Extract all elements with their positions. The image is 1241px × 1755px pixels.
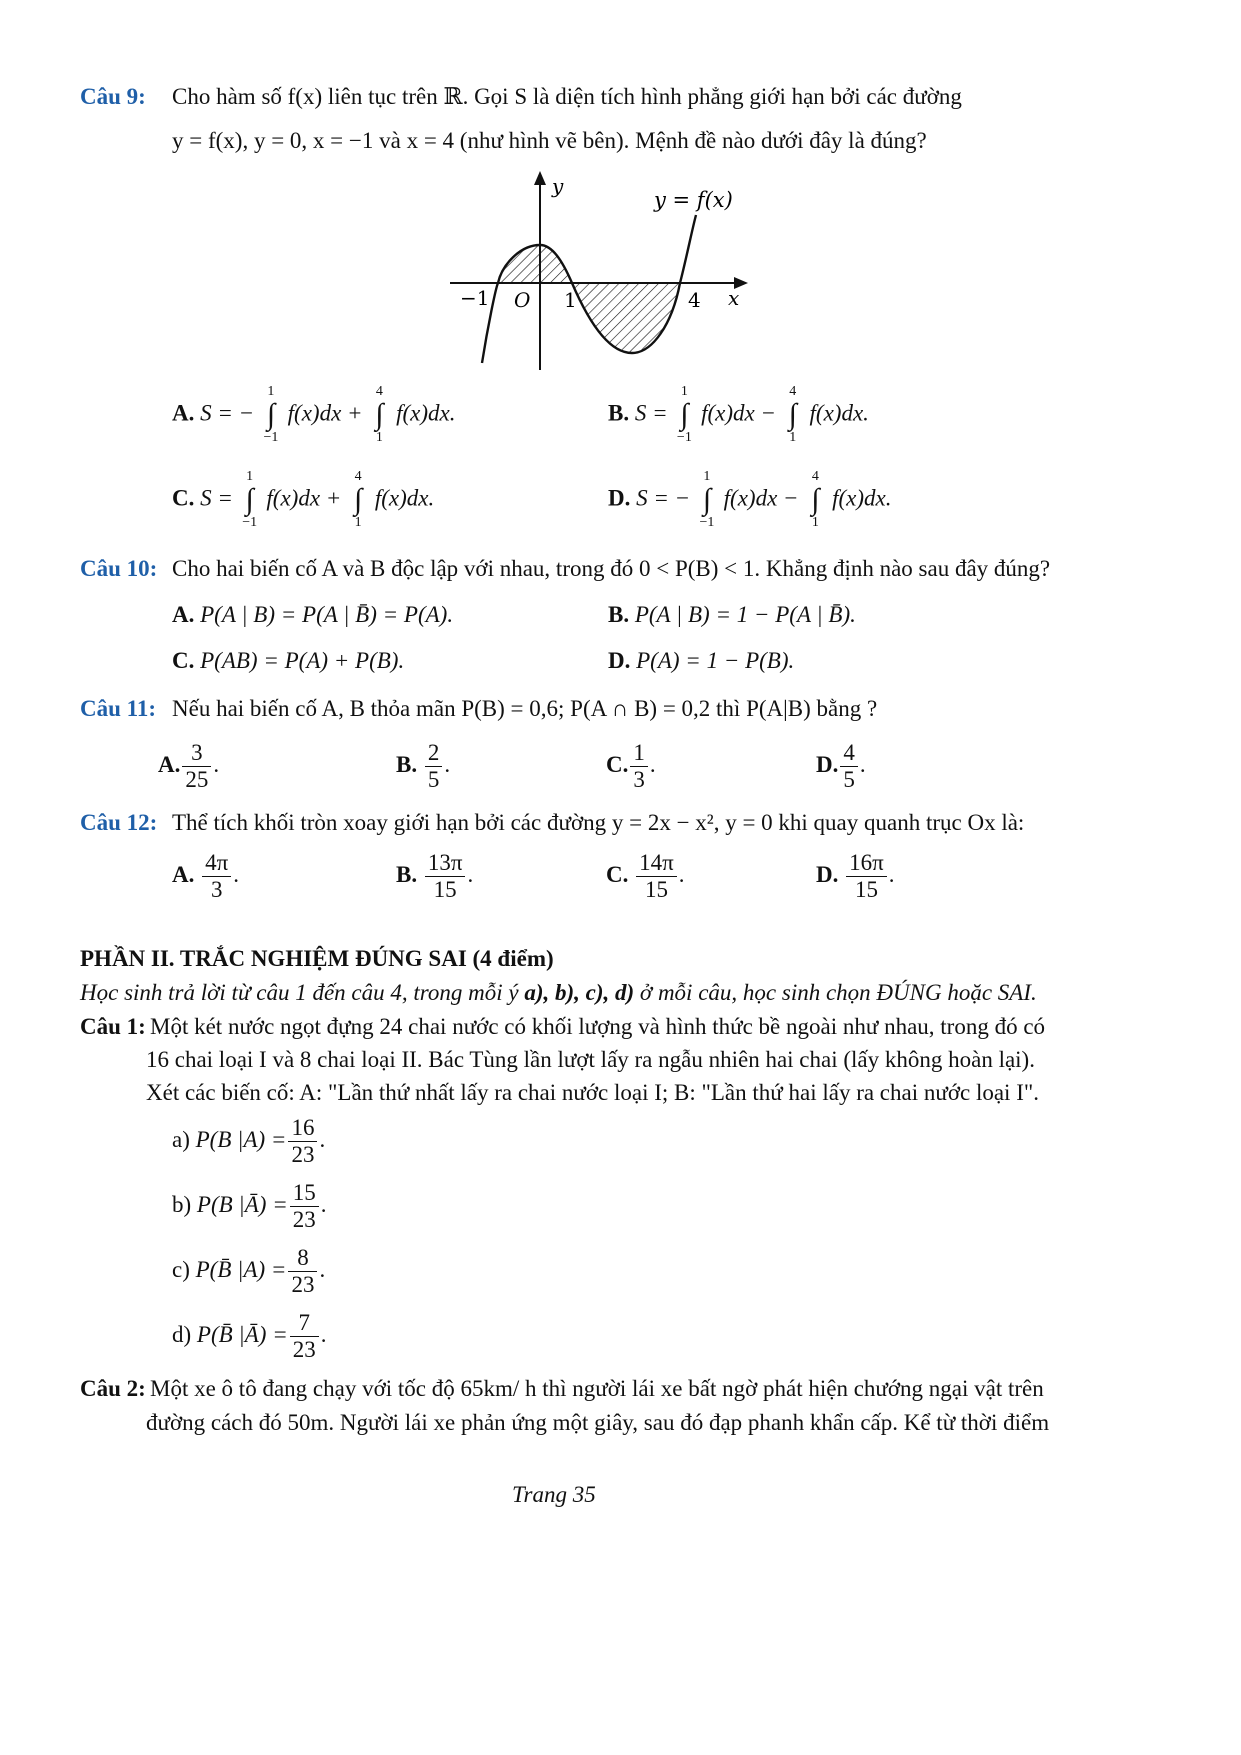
option-pre: S = −	[200, 400, 255, 426]
integral-1: 1 ∫ −1	[242, 469, 258, 530]
item-key: b)	[172, 1191, 192, 1217]
option-text: P(A | B) = P(A | B̄) = P(A).	[200, 602, 454, 627]
option-text: P(AB) = P(A) + P(B).	[200, 648, 405, 673]
option-letter: B.	[608, 602, 630, 627]
item-lhs: P(B̄ |A) =	[195, 1256, 287, 1282]
q10-option-b[interactable]	[608, 602, 856, 628]
q9-option-b[interactable]	[608, 385, 869, 445]
q9-graph	[440, 165, 780, 380]
origin-label: O	[514, 288, 531, 312]
option-letter: B.	[396, 751, 418, 777]
integral-2: 4 ∫ 1	[788, 384, 797, 445]
p2q1-item-b[interactable]: b) P(B |Ā) = $\frac{15}{23}$ .	[172, 1180, 327, 1232]
option-letter: D.	[816, 751, 839, 777]
integral-2: 4 ∫ 1	[375, 384, 384, 445]
p2q1-line2: 16 chai loại I và 8 chai loại II. Bác Tùng lần lượt lấy ra ngẫu nhiên hai chai (lấy không hoàn lại).	[146, 1047, 1035, 1072]
fraction: $\frac{7}{23}$	[290, 1310, 319, 1363]
option-text: P(A) = 1 − P(B).	[636, 648, 795, 673]
option-mid: f(x)dx +	[266, 485, 342, 511]
integral-1: 1 ∫ −1	[263, 384, 279, 445]
option-letter: A.	[172, 400, 195, 426]
fraction: $\frac{2}{5}$	[425, 740, 443, 793]
option-pre: S =	[200, 485, 233, 511]
q10-option-a[interactable]	[172, 602, 453, 628]
option-pre: S =	[634, 400, 668, 426]
q11-text: Nếu hai biến cố A, B thỏa mãn P(B) = 0,6; P(A ∩ B) = 0,2 thì P(A|B) bằng ?	[172, 696, 878, 721]
item-key: c)	[172, 1256, 190, 1282]
option-letter: A.	[172, 861, 195, 887]
fraction: $\frac{16}{23}$	[288, 1115, 317, 1168]
item-lhs: P(B |A) =	[195, 1126, 287, 1152]
fraction: $\frac{16\pi}{15}$	[846, 850, 887, 903]
fraction: $\frac{1}{3}$	[630, 740, 648, 793]
option-letter: A.	[158, 751, 181, 777]
option-letter: B.	[608, 400, 630, 426]
p2q2-line2: đường cách đó 50m. Người lái xe phản ứng một giây, sau đó đạp phanh khẩn cấp. Kể từ thời điểm	[146, 1410, 1050, 1435]
p2q2-line1: Một xe ô tô đang chạy với tốc độ 65km/ h thì người lái xe bất ngờ phát hiện chướng ngại vật trên	[150, 1376, 1044, 1401]
q9-option-d[interactable]	[608, 470, 891, 530]
option-end: f(x)dx.	[832, 485, 892, 511]
integral-2: 4 ∫ 1	[811, 469, 820, 530]
q11-option-b[interactable]: B. $\frac{2}{5}$ .	[396, 740, 451, 792]
tick-1: 1	[564, 288, 577, 312]
q9-option-a[interactable]	[172, 385, 455, 445]
item-key: a)	[172, 1126, 190, 1152]
option-letter: C.	[172, 485, 195, 511]
y-axis-label: y	[552, 174, 564, 198]
fraction: $\frac{4\pi}{3}$	[202, 850, 231, 903]
shaded-region-positive	[498, 245, 572, 283]
p2q1-item-c[interactable]: c) P(B̄ |A) = $\frac{8}{23}$ .	[172, 1245, 326, 1297]
option-letter: C.	[606, 751, 629, 777]
q10-label: Câu 10:	[80, 556, 158, 581]
option-letter: B.	[396, 861, 418, 887]
option-letter: C.	[606, 861, 629, 887]
option-letter: C.	[172, 648, 195, 673]
item-lhs: P(B |Ā) =	[196, 1191, 288, 1217]
q9-text-line1: Cho hàm số f(x) liên tục trên ℝ. Gọi S là diện tích hình phẳng giới hạn bởi các đường	[172, 84, 962, 109]
fraction: $\frac{15}{23}$	[290, 1180, 319, 1233]
option-letter: D.	[816, 861, 839, 887]
q12-option-d[interactable]: D. $\frac{16\pi}{15}$ .	[816, 850, 895, 902]
item-lhs: P(B̄ |Ā) =	[196, 1321, 288, 1347]
fraction: $\frac{14\pi}{15}$	[636, 850, 677, 903]
option-end: f(x)dx.	[396, 400, 456, 426]
x-axis-label: x	[728, 286, 740, 310]
p2q2-label: Câu 2:	[80, 1376, 146, 1401]
option-letter: D.	[608, 648, 631, 673]
q9-label: Câu 9:	[80, 84, 146, 109]
fraction: $\frac{8}{23}$	[288, 1245, 317, 1298]
q11-label: Câu 11:	[80, 696, 157, 721]
q12-text: Thể tích khối tròn xoay giới hạn bởi các đường y = 2x − x², y = 0 khi quay quanh trục Ox là:	[172, 810, 1025, 835]
item-key: d)	[172, 1321, 192, 1347]
part2-instructions: Học sinh trả lời từ câu 1 đến câu 4, trong mỗi ý a), b), c), d) ở mỗi câu, học sinh chọn ĐÚNG hoặc SAI.	[80, 980, 1037, 1005]
curve-label: y = f(x)	[654, 188, 733, 212]
p2q1-label: Câu 1:	[80, 1014, 146, 1039]
q11-option-c[interactable]: C. $\frac{1}{3}$ .	[606, 740, 656, 792]
fraction: $\frac{3}{25}$	[182, 740, 211, 793]
q10-option-d[interactable]	[608, 648, 794, 674]
option-pre: S = −	[636, 485, 691, 511]
option-end: f(x)dx.	[809, 400, 869, 426]
fraction: $\frac{13\pi}{15}$	[425, 850, 466, 903]
tick-minus-1: −1	[460, 286, 490, 310]
option-end: f(x)dx.	[374, 485, 435, 511]
option-mid: f(x)dx +	[287, 400, 363, 426]
q12-option-b[interactable]: B. $\frac{13\pi}{15}$ .	[396, 850, 474, 902]
part2-heading: PHẦN II. TRẮC NGHIỆM ĐÚNG SAI (4 điểm)	[80, 946, 554, 971]
tick-4: 4	[688, 288, 701, 312]
option-letter: A.	[172, 602, 195, 627]
p2q1-item-d[interactable]: d) P(B̄ |Ā) = $\frac{7}{23}$ .	[172, 1310, 327, 1362]
q11-option-a[interactable]: A. $\frac{3}{25}$ .	[158, 740, 220, 792]
option-letter: D.	[608, 485, 631, 511]
p2q1-item-a[interactable]: a) P(B |A) = $\frac{16}{23}$ .	[172, 1115, 326, 1167]
integral-1: 1 ∫ −1	[676, 384, 692, 445]
fraction: $\frac{4}{5}$	[840, 740, 858, 793]
integral-2: 4 ∫ 1	[353, 469, 363, 530]
integral-1: 1 ∫ −1	[699, 469, 715, 530]
q10-option-c[interactable]	[172, 648, 404, 674]
option-text: P(A | B) = 1 − P(A | B̄).	[634, 602, 856, 627]
p2q1-line1: Một két nước ngọt đựng 24 chai nước có khối lượng và hình thức bề ngoài như nhau, trong đó có	[150, 1014, 1046, 1039]
q10-text: Cho hai biến cố A và B độc lập với nhau, trong đó 0 < P(B) < 1. Khẳng định nào sau đây đúng?	[172, 556, 1051, 581]
option-mid: f(x)dx −	[701, 400, 777, 426]
q12-option-c[interactable]: C. $\frac{14\pi}{15}$ .	[606, 850, 685, 902]
p2q1-line3: Xét các biến cố: A: "Lần thứ nhất lấy ra chai nước loại I; B: "Lần thứ hai lấy ra chai nước loại I".	[146, 1080, 1039, 1105]
option-mid: f(x)dx −	[723, 485, 799, 511]
q9-text-line2: y = f(x), y = 0, x = −1 và x = 4 (như hình vẽ bên). Mệnh đề nào dưới đây là đúng?	[172, 128, 927, 153]
page-number: Trang 35	[512, 1482, 596, 1507]
q11-option-d[interactable]: D. $\frac{4}{5}$ .	[816, 740, 866, 792]
y-axis-arrow	[534, 171, 546, 185]
q9-option-c[interactable]	[172, 470, 434, 530]
q12-label: Câu 12:	[80, 810, 158, 835]
q12-option-a[interactable]: A. $\frac{4\pi}{3}$ .	[172, 850, 239, 902]
